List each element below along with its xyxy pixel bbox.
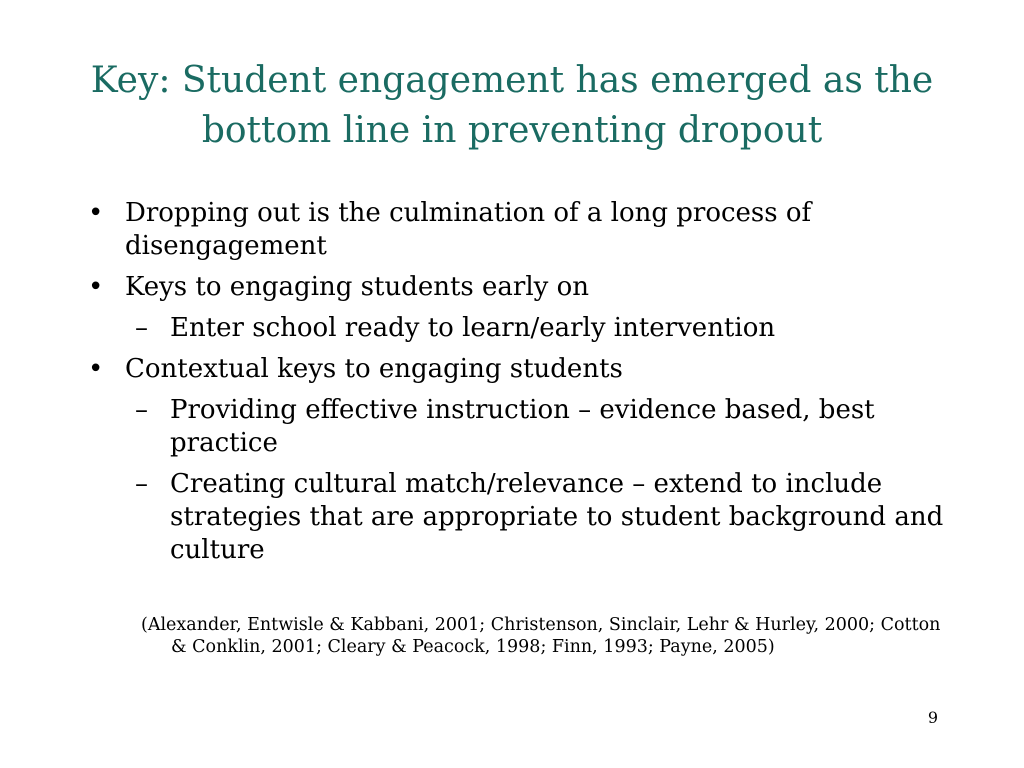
sub-bullet-text: Providing effective instruction – evidence based, best practice [170,395,875,458]
slide-title-line-1: Key: Student engagement has emerged as the [90,60,934,101]
bullet-item [88,197,948,263]
bullet-item [88,271,948,304]
sub-bullet-marker: – [135,469,148,499]
sub-bullet-marker: – [135,313,148,343]
bullet-item [88,353,948,386]
sub-bullet-item [88,312,948,345]
bullet-text: Keys to engaging students early on [125,272,590,302]
bullet-text: Dropping out is the culmination of a long process of disengagement [125,198,812,261]
sub-bullet-item [88,394,948,460]
sub-bullet-text: Enter school ready to learn/early intervention [170,313,776,343]
bullet-list [88,197,948,575]
slide-title [40,56,984,156]
slide-title-line-2: bottom line in preventing dropout [201,110,823,151]
sub-bullet-item [88,468,948,567]
bullet-text: Contextual keys to engaging students [125,354,623,384]
citation: (Alexander, Entwisle & Kabbani, 2001; Christenson, Sinclair, Lehr & Hurley, 2000; Cotton & Conklin, 2001; Cleary & Peacock, 1998; Finn, 1993; Payne, 2005) [141,615,941,657]
sub-bullet-marker: – [135,395,148,425]
bullet-marker: • [88,198,104,228]
page-number: 9 [927,708,938,727]
bullet-marker: • [88,354,104,384]
sub-bullet-text: Creating cultural match/relevance – extend to include strategies that are appropriate to student background and culture [170,469,944,565]
bullet-marker: • [88,272,104,302]
